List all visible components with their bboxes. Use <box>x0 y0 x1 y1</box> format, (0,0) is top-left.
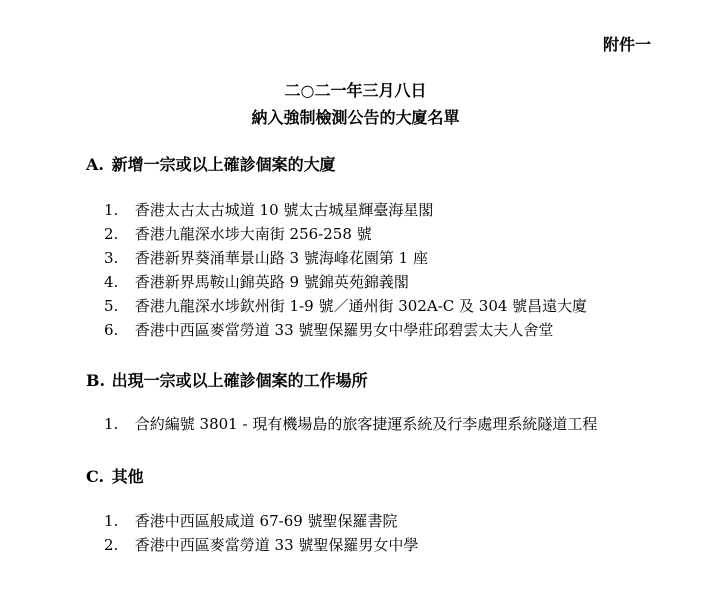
item-text: 香港九龍深水埗大南街 256-258 號 <box>134 225 372 243</box>
item-text: 香港新界葵涌華景山路 3 號海峰花園第 1 座 <box>134 249 428 267</box>
list-item <box>104 318 587 342</box>
section-a-heading <box>86 152 336 175</box>
item-number: 6. <box>104 321 119 339</box>
list-item <box>104 198 587 222</box>
document-date: 二○二一年三月八日 <box>284 81 427 100</box>
section-title: 出現一宗或以上確診個案的工作場所 <box>111 371 368 390</box>
list-item <box>104 222 587 246</box>
item-text: 合約編號 3801 - 現有機場島的旅客捷運系統及行李處理系統隧道工程 <box>134 415 598 433</box>
document-title: 納入強制檢測公告的大廈名單 <box>251 108 460 127</box>
list-item <box>104 294 587 318</box>
section-a-list <box>104 198 587 342</box>
section-c-heading <box>86 464 144 487</box>
item-number: 5. <box>104 297 119 315</box>
item-text: 香港新界馬鞍山錦英路 9 號錦英苑錦義閣 <box>134 273 409 291</box>
section-b-list <box>104 412 597 436</box>
item-number: 2. <box>104 225 119 243</box>
item-number: 1. <box>104 415 119 433</box>
item-number: 2. <box>104 536 119 554</box>
item-text: 香港九龍深水埗欽州街 1-9 號／通州街 302A-C 及 304 號昌遠大廈 <box>134 297 588 315</box>
section-title: 其他 <box>111 467 144 486</box>
item-text: 香港太古太古城道 10 號太古城星輝臺海星閣 <box>134 201 434 219</box>
section-letter: A. <box>86 155 104 174</box>
list-item <box>104 246 587 270</box>
item-text: 香港中西區般咸道 67-69 號聖保羅書院 <box>134 512 398 530</box>
section-letter: B. <box>86 371 106 390</box>
item-number: 4. <box>104 273 119 291</box>
section-c-list <box>104 509 418 557</box>
section-b-heading <box>86 368 368 391</box>
list-item <box>104 509 418 533</box>
list-item <box>104 412 597 436</box>
item-number: 3. <box>104 249 119 267</box>
item-text: 香港中西區麥當勞道 33 號聖保羅男女中學莊邱碧雲太夫人舍堂 <box>134 321 554 339</box>
item-number: 1. <box>104 201 119 219</box>
list-item <box>104 533 418 557</box>
list-item <box>104 270 587 294</box>
item-number: 1. <box>104 512 119 530</box>
section-title: 新增一宗或以上確診個案的大廈 <box>111 155 336 174</box>
section-letter: C. <box>86 467 105 486</box>
annex-label: 附件一 <box>602 35 651 54</box>
item-text: 香港中西區麥當勞道 33 號聖保羅男女中學 <box>134 536 419 554</box>
